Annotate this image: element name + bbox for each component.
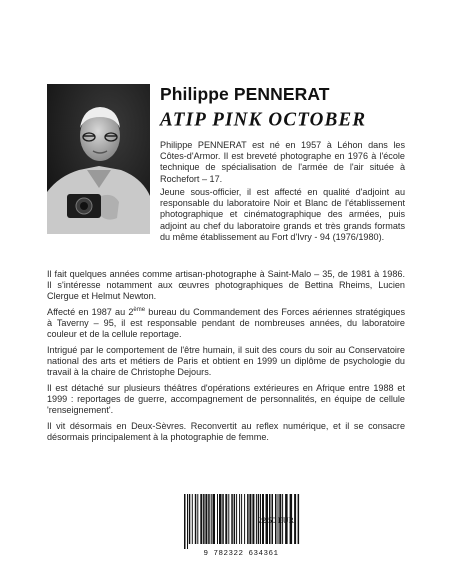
author-photo: [47, 84, 150, 234]
barcode-bar: [239, 494, 240, 544]
barcode-bar: [241, 494, 242, 544]
barcode-bar: [208, 494, 210, 544]
author-name: Philippe PENNERAT: [160, 84, 330, 104]
bio-p4-before: Affecté en 1987 au 2: [47, 307, 134, 317]
price-label: 22.50 EUR: [258, 516, 294, 525]
barcode-bar: [228, 494, 229, 544]
bio-paragraph-africa: Il est détaché sur plusieurs théâtres d'opérations extérieures en Afrique entre 1988 et 1999 : reportages de guerre, accompagnement de personnalités, en équipe de cellule 'renseignement'.: [47, 383, 405, 416]
barcode-bar: [249, 494, 251, 544]
bio-p4-after: bureau du Commandement des Forces aériennes stratégiques à Taverny – 95, il est responsable pendant de nombreuses années, du laboratoire couleur et de la cellule reportage.: [47, 307, 405, 340]
bio-paragraph-present: Il vit désormais en Deux-Sèvres. Reconvertit au reflex numérique, et il se consacre désormais principalement à la photographie de femme.: [47, 421, 405, 443]
barcode-bar: [189, 494, 191, 544]
barcode-bar: [298, 494, 300, 544]
bio-p4-superscript: ème: [133, 306, 146, 313]
barcode-bar: [197, 494, 198, 544]
barcode-bar: [225, 494, 227, 544]
barcode-bar: [200, 494, 202, 544]
barcode-bar: [192, 494, 193, 544]
barcode-bar: [244, 494, 245, 544]
barcode-bar: [294, 494, 296, 544]
barcode-bar: [203, 494, 205, 544]
bio-paragraph-career-start: Jeune sous-officier, il est affecté en qualité d'adjoint au responsable du laboratoire Noir et Blanc de l'établissement photographique et cinématographique des armées, puis adjoint au chef du laboratoire grands et très grands formats du même établissement au Fort d'Ivry - 94 (1976/1980).: [160, 187, 405, 242]
barcode-bar: [213, 494, 216, 544]
barcode-bar: [236, 494, 237, 544]
barcode-bar: [247, 494, 249, 544]
author-portrait-image: [47, 84, 150, 234]
barcode-bar: [234, 494, 236, 544]
bio-paragraph-psychology: Intrigué par le comportement de l'être humain, il suit des cours du soir au Conservatoire national des arts et métiers de Paris et obtient en 1999 un diplôme de psychologie du travail à la chaire de Christophe Dejours.: [47, 345, 405, 378]
barcode: [178, 494, 304, 557]
barcode-bar: [256, 494, 257, 544]
barcode-bar: [195, 494, 197, 544]
bio-paragraph-artisan: Il fait quelques années comme artisan-photographe à Saint-Malo – 35, de 1981 à 1986. Il s'intéresse notamment aux œuvres photographiques de Bettina Rheims, Lucien Clergue et Helmut Newton.: [47, 269, 405, 302]
barcode-bar: [187, 494, 188, 549]
barcode-bar: [211, 494, 212, 544]
barcode-bar: [219, 494, 222, 544]
isbn-number: 9 782322 634361: [203, 550, 279, 558]
bio-paragraph-birth: Philippe PENNERAT est né en 1957 à Léhon dans les Côtes-d'Armor. Il est breveté photographe en 1976 à l'école technique de spécialisation de l'armée de l'air située à Rochefort – 17.: [160, 140, 405, 184]
barcode-bar: [205, 494, 207, 544]
barcode-bar: [184, 494, 186, 549]
bio-paragraph-taverny: [47, 307, 405, 341]
barcode-bar: [217, 494, 218, 544]
barcode-bar: [231, 494, 233, 544]
barcode-bar: [252, 494, 254, 544]
barcode-bar: [222, 494, 224, 544]
book-title: ATIP PINK OCTOBER: [160, 108, 367, 131]
